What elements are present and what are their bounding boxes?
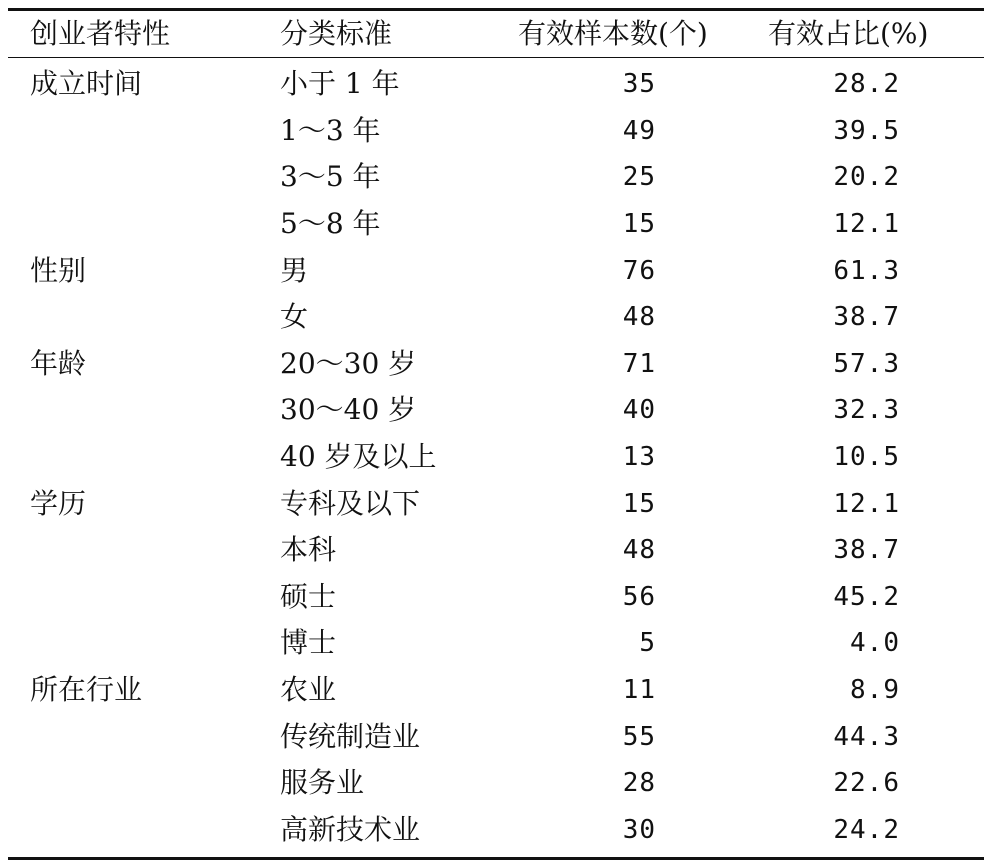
table-row <box>8 480 984 527</box>
cell-count: 76 <box>622 255 656 286</box>
cell-count: 55 <box>622 721 656 752</box>
cell-count: 40 <box>622 395 656 426</box>
table-row <box>8 620 984 667</box>
cell-trait: 成立时间 <box>30 67 143 101</box>
cell-count: 35 <box>622 69 656 100</box>
cell-percent: 24.2 <box>833 814 900 845</box>
table-row <box>8 61 984 108</box>
cell-count: 71 <box>622 348 656 379</box>
cell-percent: 8.9 <box>850 675 900 706</box>
cell-category: 30～40 岁 <box>280 393 417 427</box>
cell-percent: 45.2 <box>833 581 900 612</box>
cell-count: 48 <box>622 535 656 566</box>
data-table <box>8 8 984 860</box>
table-row <box>8 434 984 481</box>
cell-percent: 38.7 <box>833 302 900 333</box>
table-row <box>8 294 984 341</box>
cell-category: 20～30 岁 <box>280 346 417 380</box>
cell-percent: 32.3 <box>833 395 900 426</box>
cell-category: 40 岁及以上 <box>280 440 437 474</box>
cell-percent: 39.5 <box>833 115 900 146</box>
table-row <box>8 527 984 574</box>
header-percent: 有效占比(%) <box>768 17 929 50</box>
cell-percent: 28.2 <box>833 69 900 100</box>
cell-trait: 性别 <box>30 253 87 287</box>
cell-count: 49 <box>622 115 656 146</box>
cell-category: 农业 <box>280 673 337 707</box>
header-category: 分类标准 <box>280 17 393 50</box>
cell-trait: 学历 <box>30 486 87 520</box>
cell-count: 30 <box>622 814 656 845</box>
cell-count: 48 <box>622 302 656 333</box>
cell-category: 专科及以下 <box>280 486 421 520</box>
cell-percent: 4.0 <box>850 628 900 659</box>
table-row <box>8 341 984 388</box>
cell-percent: 12.1 <box>833 209 900 240</box>
cell-category: 硕士 <box>280 579 337 613</box>
cell-category: 传统制造业 <box>280 719 421 753</box>
cell-percent: 12.1 <box>833 488 900 519</box>
table-row <box>8 667 984 714</box>
cell-percent: 44.3 <box>833 721 900 752</box>
cell-percent: 57.3 <box>833 348 900 379</box>
table-row <box>8 154 984 201</box>
table-row <box>8 108 984 155</box>
table-row <box>8 713 984 760</box>
cell-percent: 22.6 <box>833 768 900 799</box>
cell-percent: 38.7 <box>833 535 900 566</box>
cell-category: 1～3 年 <box>280 113 381 147</box>
table-row <box>8 201 984 248</box>
header-count: 有效样本数(个) <box>518 17 708 50</box>
table-row <box>8 574 984 621</box>
table-body <box>8 58 984 857</box>
cell-count: 13 <box>622 442 656 473</box>
cell-category: 本科 <box>280 533 337 567</box>
cell-count: 25 <box>622 162 656 193</box>
cell-count: 11 <box>622 675 656 706</box>
table-row <box>8 760 984 807</box>
cell-trait: 年龄 <box>30 346 87 380</box>
header-trait: 创业者特性 <box>30 17 171 50</box>
cell-category: 5～8 年 <box>280 207 381 241</box>
cell-percent: 20.2 <box>833 162 900 193</box>
cell-count: 15 <box>622 209 656 240</box>
cell-category: 小于 1 年 <box>280 67 400 101</box>
cell-category: 男 <box>280 253 309 287</box>
cell-count: 28 <box>622 768 656 799</box>
cell-percent: 10.5 <box>833 442 900 473</box>
table-header-row <box>8 11 984 57</box>
cell-trait: 所在行业 <box>30 673 143 707</box>
cell-category: 服务业 <box>280 766 365 800</box>
cell-count: 15 <box>622 488 656 519</box>
cell-category: 高新技术业 <box>280 812 421 846</box>
table-row <box>8 807 984 854</box>
cell-percent: 61.3 <box>833 255 900 286</box>
cell-category: 女 <box>280 300 309 334</box>
table-row <box>8 387 984 434</box>
table-row <box>8 247 984 294</box>
cell-category: 博士 <box>280 626 337 660</box>
cell-count: 56 <box>622 581 656 612</box>
cell-category: 3～5 年 <box>280 160 381 194</box>
cell-count: 5 <box>639 628 656 659</box>
